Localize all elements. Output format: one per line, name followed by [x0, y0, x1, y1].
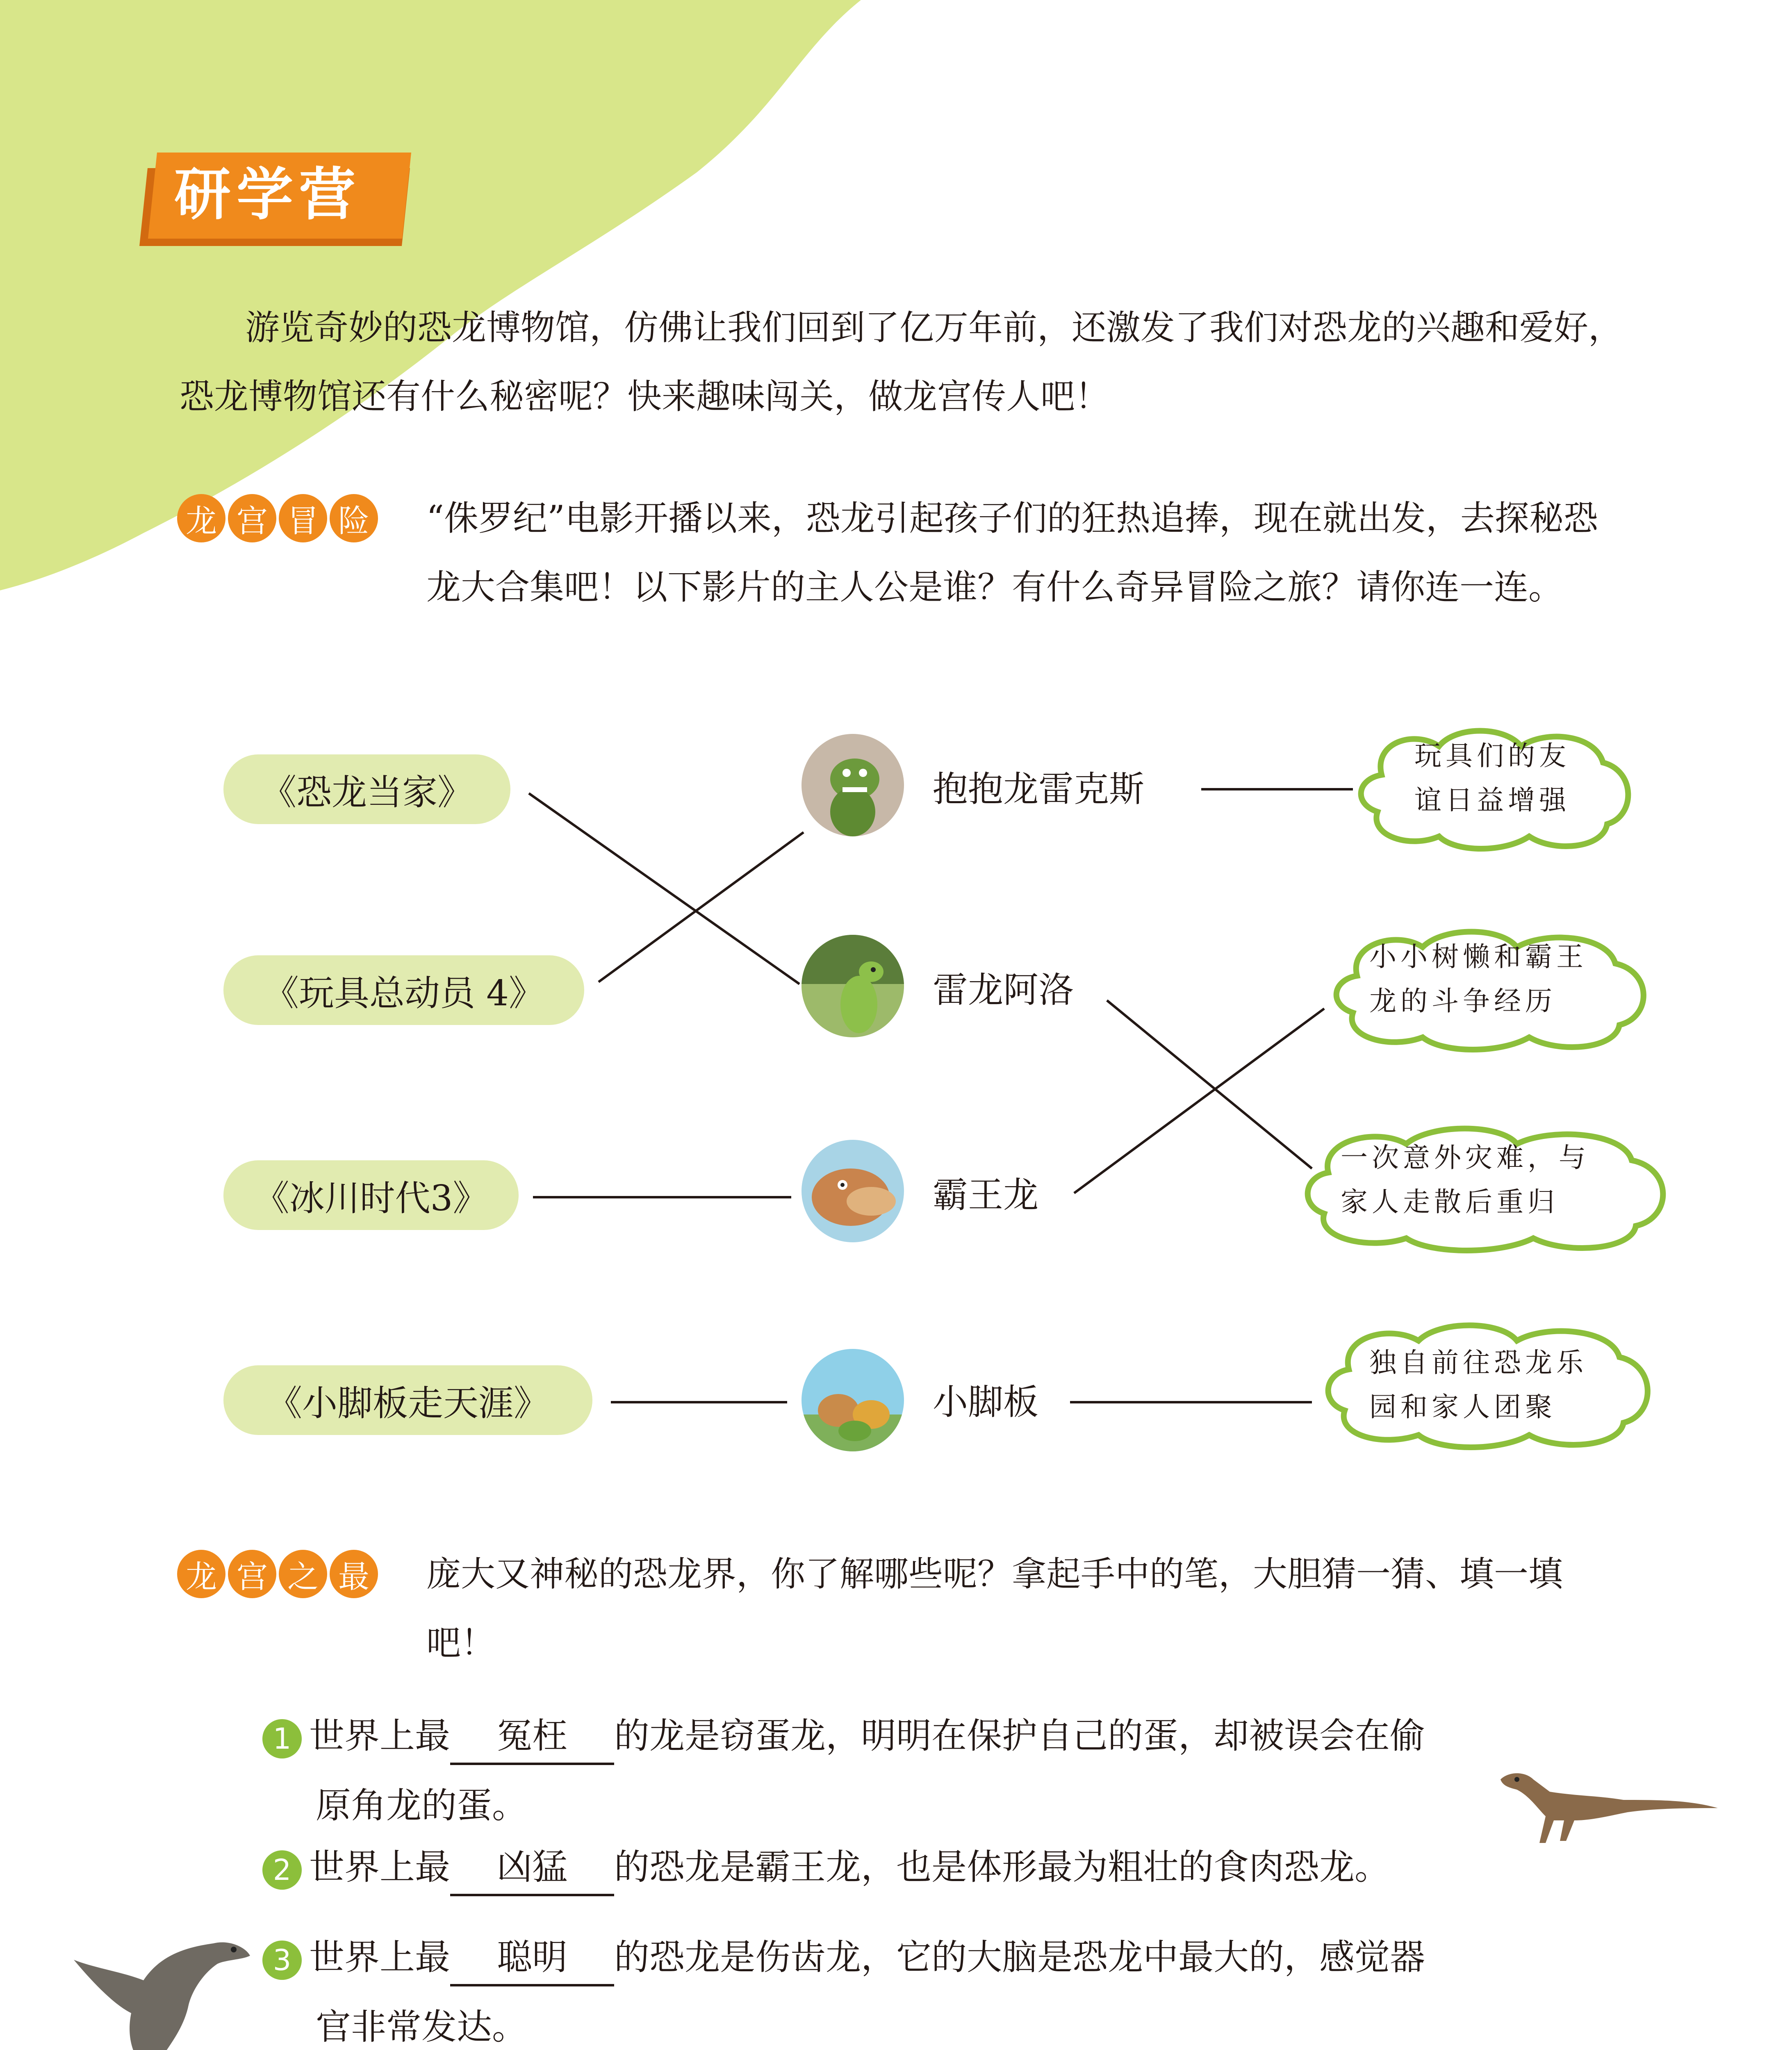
tag-char: 之	[279, 1550, 327, 1598]
records-instructions: 庞大又神秘的恐龙界，你了解哪些呢？拿起手中的笔，大胆猜一猜、填一填吧！	[426, 1554, 1563, 1663]
movie-pill-4[interactable]: 《小脚板走天涯》	[223, 1365, 592, 1435]
tag-char: 宫	[228, 494, 276, 542]
tag-char: 宫	[228, 1550, 276, 1598]
record-item-2: 2 世界上最 凶猛 的恐龙是霸王龙，也是体形最为粗壮的食肉恐龙。	[262, 1833, 1656, 1902]
character-3-label[interactable]: 霸王龙	[933, 1175, 1038, 1216]
line-character2-story3	[1107, 1000, 1312, 1168]
item-number: 3	[262, 1941, 302, 1980]
section-title: 研学营	[174, 162, 362, 228]
line-character3-story2	[1074, 1009, 1324, 1193]
tag-char: 险	[330, 494, 378, 542]
story-4-text: 独自前往恐龙乐 园和家人团聚	[1369, 1347, 1587, 1423]
answer-blank-3[interactable]: 聪明	[450, 1931, 614, 1986]
tag-char: 龙	[177, 1550, 225, 1598]
story-1-text: 玩具们的友 谊日益增强	[1414, 740, 1570, 816]
intro-paragraph: 游览奇妙的恐龙博物馆，仿佛让我们回到了亿万年前，还激发了我们对恐龙的兴趣和爱好，恐龙博物馆还有什么秘密呢？快来趣味闯关，做龙宫传人吧！	[180, 308, 1623, 417]
record-item-1-line2: 原角龙的蛋。	[316, 1785, 527, 1826]
movie-pill-3[interactable]: 《冰川时代3》	[223, 1160, 519, 1230]
record-item-3-line2: 官非常发达。	[316, 2007, 527, 2048]
answer-blank-2[interactable]: 凶猛	[450, 1840, 614, 1896]
answer-blank-1[interactable]: 冤枉	[450, 1709, 614, 1765]
tag-char: 龙	[177, 494, 225, 542]
story-2-text: 小小树懒和霸王 龙的斗争经历	[1369, 941, 1587, 1017]
trex-avatar	[802, 1140, 904, 1242]
item-number: 2	[262, 1850, 302, 1890]
tag-char: 最	[330, 1550, 378, 1598]
tag-char: 冒	[279, 494, 327, 542]
movie-pill-1[interactable]: 《恐龙当家》	[223, 754, 510, 824]
record-item-1: 1 世界上最 冤枉 的龙是窃蛋龙，明明在保护自己的蛋，却被误会在偷	[262, 1702, 1656, 1770]
littlefoot-avatar	[802, 1349, 904, 1451]
rex-avatar	[802, 734, 904, 836]
item-number: 1	[262, 1719, 302, 1758]
character-1-label[interactable]: 抱抱龙雷克斯	[933, 769, 1144, 810]
record-item-3: 3 世界上最 聪明 的恐龙是伤齿龙，它的大脑是恐龙中最大的，感觉器	[262, 1923, 1656, 1992]
records-tag	[177, 1550, 378, 1598]
character-4-label[interactable]: 小脚板	[933, 1382, 1038, 1423]
line-movie1-character2	[529, 793, 799, 984]
story-3-text: 一次意外灾难，与 家人走散后重归	[1341, 1142, 1590, 1218]
line-movie2-character1	[599, 832, 804, 982]
movie-pill-2[interactable]: 《玩具总动员 4》	[223, 955, 584, 1025]
arlo-avatar	[802, 935, 904, 1037]
troodon-image	[70, 1931, 258, 2050]
character-2-label[interactable]: 雷龙阿洛	[933, 970, 1074, 1011]
adventure-instructions: “侏罗纪”电影开播以来，恐龙引起孩子们的狂热追捧，现在就出发，去探秘恐龙大合集吧！以下影片的主人公是谁？有什么奇异冒险之旅？请你连一连。	[426, 498, 1598, 607]
